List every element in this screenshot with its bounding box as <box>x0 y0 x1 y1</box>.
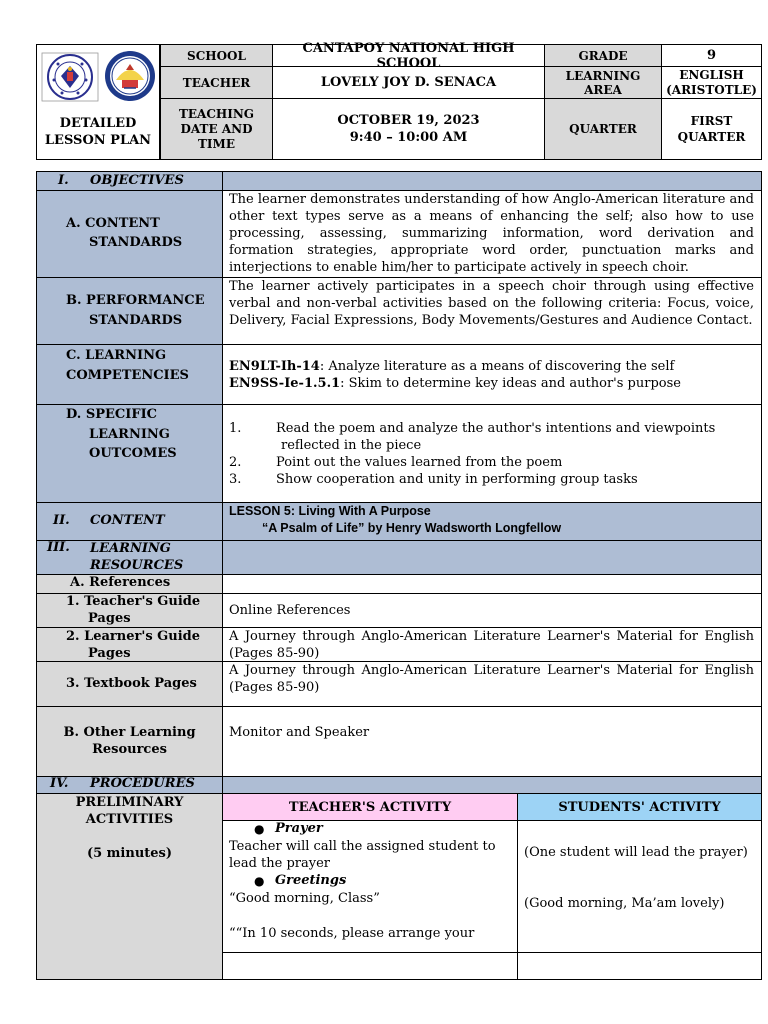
teacher-activity-cell-2 <box>222 952 518 980</box>
other-resources-label <box>36 724 223 758</box>
prayer-text-1: Teacher will call the assigned student to <box>229 839 496 854</box>
other-resources-value: Monitor and Speaker <box>229 725 370 740</box>
competency-text-2: : Skim to determine key ideas and author's purpose <box>340 376 681 391</box>
students-activity-header: STUDENTS' ACTIVITY <box>517 793 762 821</box>
teaching-date-label <box>160 98 273 160</box>
other-resources-label-2: Resources <box>92 742 167 757</box>
teaching-label-line-1: TEACHING <box>178 106 255 121</box>
outcome-1-text: Read the poem and analyze the author's intentions and viewpoints <box>276 421 716 436</box>
other-resources-cell <box>222 706 762 777</box>
textbook-value: A Journey through Anglo-American Literature Learner's Material for English (Pages 85-90) <box>229 663 754 695</box>
bullet-icon: ● <box>254 874 265 888</box>
teacher-activity-header: TEACHER'S ACTIVITY <box>222 793 518 821</box>
learners-guide-label-2: Pages <box>88 646 131 661</box>
learning-area-line-2: (ARISTOTLE) <box>666 82 757 97</box>
learning-competencies-label-1: C. LEARNING <box>66 348 167 363</box>
learning-area-label: LEARNING AREA <box>544 66 662 99</box>
learning-competencies-label-2: COMPETENCIES <box>66 368 189 383</box>
specific-outcomes-label-3: OUTCOMES <box>89 446 177 461</box>
quarter-value <box>661 98 762 160</box>
school-value: CANTAPOY NATIONAL HIGH SCHOOL <box>272 44 545 67</box>
outcome-2-text: Point out the values learned from the poem <box>276 455 563 470</box>
doc-title-line-1: DETAILED <box>59 116 137 131</box>
student-prayer-text: (One student will lead the prayer) <box>524 845 748 860</box>
teacher-value: LOVELY JOY D. SENACA <box>272 66 545 99</box>
objectives-heading: OBJECTIVES <box>90 173 184 188</box>
competency-code-2: EN9SS-Ie-1.5.1 <box>229 376 341 391</box>
deped-seal-logo <box>41 52 99 102</box>
objectives-num: I. <box>58 173 69 188</box>
performance-standards-label <box>66 291 205 331</box>
lesson-title-line: “A Psalm of Life” by Henry Wadsworth Longfellow <box>262 521 562 535</box>
competency-code-1: EN9LT-Ih-14 <box>229 359 320 374</box>
outcome-1-cont: reflected in the piece <box>281 438 422 453</box>
time-value: 9:40 – 10:00 AM <box>349 130 468 145</box>
date-time-value <box>272 98 545 160</box>
students-activity-cell-2 <box>517 952 762 980</box>
preliminary-label-2: ACTIVITIES <box>85 812 174 827</box>
other-resources-label-1: B. Other Learning <box>63 725 196 740</box>
specific-outcomes-label-2: LEARNING <box>89 426 170 442</box>
competency-line-1 <box>229 358 754 375</box>
content-num: II. <box>53 513 70 528</box>
performance-standards-label-1: B. PERFORMANCE <box>66 293 205 308</box>
procedures-heading: PROCEDURES <box>90 776 195 791</box>
grade-label: GRADE <box>544 44 662 67</box>
outcome-3-text: Show cooperation and unity in performing group tasks <box>276 472 638 487</box>
textbook-label: 3. Textbook Pages <box>66 676 197 691</box>
procedures-num: IV. <box>50 776 69 791</box>
learners-guide-label <box>66 628 200 662</box>
competency-line-2 <box>229 375 754 392</box>
references-cell <box>222 574 762 594</box>
content-standards-label <box>66 214 182 252</box>
grade-value: 9 <box>661 44 762 67</box>
content-standards-label-2: STANDARDS <box>89 235 183 250</box>
arrange-text: ““In 10 seconds, please arrange your <box>229 926 475 941</box>
resources-heading-2: RESOURCES <box>90 558 184 573</box>
preliminary-label-1: PRELIMINARY <box>75 795 184 810</box>
quarter-label: QUARTER <box>544 98 662 160</box>
resources-cell <box>222 540 762 575</box>
greeting-text: “Good morning, Class” <box>229 891 380 906</box>
resources-heading-1: LEARNING <box>90 541 171 556</box>
learning-competencies-label <box>66 346 189 386</box>
learners-guide-value: A Journey through Anglo-American Literature Learner's Material for English (Pages 85-90) <box>229 629 754 661</box>
outcome-3-num: 3. <box>229 472 242 487</box>
lesson-line: LESSON 5: Living With A Purpose <box>229 504 431 518</box>
outcome-1-num: 1. <box>229 421 242 436</box>
doc-title-line-2: LESSON PLAN <box>44 133 152 148</box>
student-greeting-text: (Good morning, Ma’am lovely) <box>524 896 725 911</box>
preliminary-time: (5 minutes) <box>86 846 173 861</box>
learners-guide-label-1: 2. Learner's Guide <box>66 629 201 644</box>
content-heading: CONTENT <box>90 513 165 528</box>
preliminary-label <box>36 794 223 828</box>
prayer-heading: Prayer <box>275 821 323 836</box>
teaching-label-line-2: DATE AND TIME <box>180 121 253 151</box>
quarter-line-1: FIRST <box>690 114 733 128</box>
specific-outcomes-label-1: D. SPECIFIC <box>66 407 158 422</box>
resources-num: III. <box>47 540 70 555</box>
procedures-band-right <box>222 776 762 794</box>
greetings-heading: Greetings <box>275 873 347 888</box>
resources-heading <box>90 540 183 574</box>
teachers-guide-label-1: 1. Teacher's Guide <box>66 594 201 609</box>
date-value: OCTOBER 19, 2023 <box>337 113 480 128</box>
doc-title <box>36 104 160 160</box>
prayer-text-2: lead the prayer <box>229 856 331 871</box>
teachers-guide-label <box>66 593 200 627</box>
objectives-band-right <box>222 171 762 191</box>
school-seal-logo <box>104 50 156 102</box>
learning-area-line-1: ENGLISH <box>679 67 744 82</box>
performance-standards-label-2: STANDARDS <box>89 313 183 328</box>
quarter-line-2: QUARTER <box>677 130 746 144</box>
students-activity-cell <box>517 820 762 953</box>
performance-standards-text: The learner actively participates in a speech choir through using effective verbal and non-verbal activities based on the following criteria: Focus, voice, Delivery, Facial Expressions, Body Movements/Gestures and Audience Contact. <box>229 279 754 328</box>
references-label: A. References <box>70 575 171 590</box>
teacher-label: TEACHER <box>160 66 273 99</box>
outcome-2-num: 2. <box>229 455 242 470</box>
learning-area-value <box>661 66 762 99</box>
content-standards-text: The learner demonstrates understanding of how Anglo-American literature and other text types serve as a means of enhancing the self; also how to use processing, assessing, summarizing information, word derivation and formation strategies, appropriate word order, punctuation marks and interjections to enable him/her to participate actively in speech choir. <box>229 192 754 275</box>
school-label: SCHOOL <box>160 44 273 67</box>
teachers-guide-label-2: Pages <box>88 611 131 626</box>
specific-outcomes-label <box>66 405 177 464</box>
teachers-guide-value: Online References <box>229 603 351 618</box>
bullet-icon: ● <box>254 822 265 836</box>
competency-text-1: : Analyze literature as a means of discovering the self <box>319 359 675 374</box>
content-standards-label-1: A. CONTENT <box>66 216 160 231</box>
